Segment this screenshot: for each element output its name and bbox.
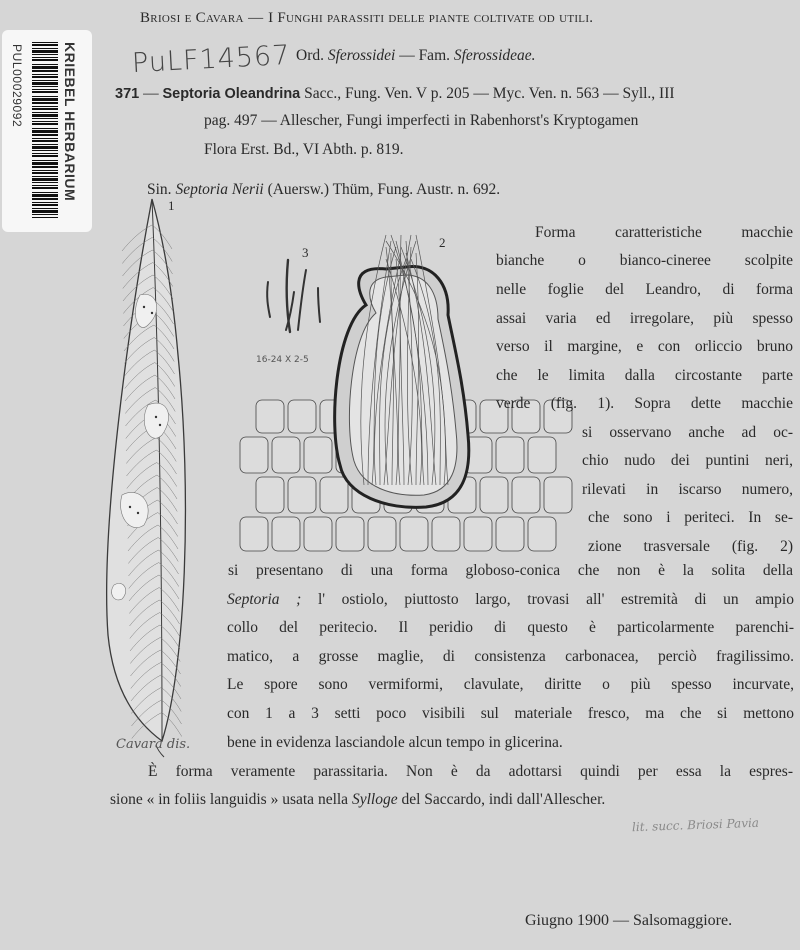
fam-name: Sferossideae. xyxy=(453,47,536,64)
closing-line-2 xyxy=(110,791,605,809)
handwritten-catalog-number: PuLF14567 xyxy=(131,39,292,80)
description-line: che le limita dalla circostante parte xyxy=(496,367,793,384)
handwritten-note: lit. succ. Briosi Pavia xyxy=(631,815,760,835)
synonym-rest: (Auersw.) Thüm, Fung. Austr. n. 692. xyxy=(267,181,501,198)
description-line: verso il margine, e con orliccio bruno xyxy=(496,338,793,355)
herbarium-name: KRIEBEL HERBARIUM xyxy=(62,42,78,202)
reference-2: pag. 497 — Allescher, Fungi imperfecti in Rabenhorst's Kryptogamen xyxy=(204,112,639,129)
species-name: Septoria Oleandrina xyxy=(162,86,301,102)
fam-prefix: — Fam. xyxy=(399,47,450,64)
description-line: che sono i periteci. In se- xyxy=(588,509,793,526)
description-line: zione trasversale (fig. 2) xyxy=(588,538,793,555)
reference-1: Sacc., Fung. Ven. V p. 205 — Myc. Ven. n. 563 — Syll., III xyxy=(304,85,675,102)
body-line-14 xyxy=(227,591,794,609)
fig2-label: 2 xyxy=(439,235,446,250)
description-line: verde (fig. 1). Sopra dette macchie xyxy=(496,395,793,412)
barcode-number: PUL00029092 xyxy=(10,44,24,128)
body-line-14-rest: l' ostiolo, piuttosto largo, trovasi all' estremità di un ampio xyxy=(317,591,794,608)
leaf-figure xyxy=(100,195,210,755)
header-dash: — xyxy=(248,10,264,26)
body-line: matico, a grosse maglie, di consistenza carbonacea, perciò fragilissimo. xyxy=(227,648,794,665)
artist-signature: Cavara dis. xyxy=(116,737,191,752)
entry-number: 371 xyxy=(115,86,140,102)
description-line: bianche o bianco-cineree scolpite xyxy=(496,252,793,269)
closing-line-1 xyxy=(148,763,793,781)
entry-dash: — xyxy=(143,85,159,102)
description-line: rilevati in iscarso numero, xyxy=(582,481,793,498)
fig1-label: 1 xyxy=(168,198,175,213)
header-authors: Briosi e Cavara xyxy=(140,10,244,26)
synonym-prefix: Sin. xyxy=(147,181,172,198)
description-line: si presentano di una forma globoso-conica che non è la solita della xyxy=(228,562,793,579)
description-line: Forma caratteristiche macchie xyxy=(535,224,793,241)
ord-name: Sferossidei xyxy=(327,47,396,64)
ord-prefix: Ord. xyxy=(296,47,324,64)
order-line xyxy=(296,47,536,65)
body-line: collo del peritecio. Il peridio di questo è particolarmente parenchi- xyxy=(227,619,794,636)
body-line: bene in evidenza lasciandole alcun tempo in glicerina. xyxy=(227,734,563,751)
septoria-italic: Septoria ; xyxy=(227,591,302,608)
description-line: assai varia ed irregolare, più spesso xyxy=(496,310,793,327)
entry-line-1 xyxy=(115,85,675,103)
fig3-label: 3 xyxy=(302,245,309,260)
sylloge-italic: Sylloge xyxy=(351,791,398,808)
herbarium-label xyxy=(2,30,92,232)
synonym-name: Septoria Nerii xyxy=(175,181,264,198)
closing-line-2-end: del Saccardo, indi dall'Allescher. xyxy=(401,791,606,808)
barcode xyxy=(32,42,58,220)
body-line: Le spore sono vermiformi, clavulate, diritte o più spesso incurvate, xyxy=(227,676,794,693)
description-line: nelle foglie del Leandro, di forma xyxy=(496,281,793,298)
header-series-title: I Funghi parassiti delle piante coltivate od utili. xyxy=(268,10,594,26)
closing-line-1-text: È forma veramente parassitaria. Non è da adottarsi quindi per essa la espres- xyxy=(148,763,793,780)
description-line: chio nudo dei puntini neri, xyxy=(582,452,793,469)
description-line: si osservano anche ad oc- xyxy=(582,424,793,441)
spore-size-scale: 16-24 X 2-5 xyxy=(256,355,309,365)
reference-3: Flora Erst. Bd., VI Abth. p. 819. xyxy=(204,141,404,158)
footer-date-place: Giugno 1900 — Salsomaggiore. xyxy=(525,912,733,929)
page-header xyxy=(140,10,593,27)
body-line: con 1 a 3 setti poco visibili sul materiale fresco, ma che si mettono xyxy=(227,705,794,722)
closing-line-2-start: sione « in foliis languidis » usata nella xyxy=(110,791,349,808)
